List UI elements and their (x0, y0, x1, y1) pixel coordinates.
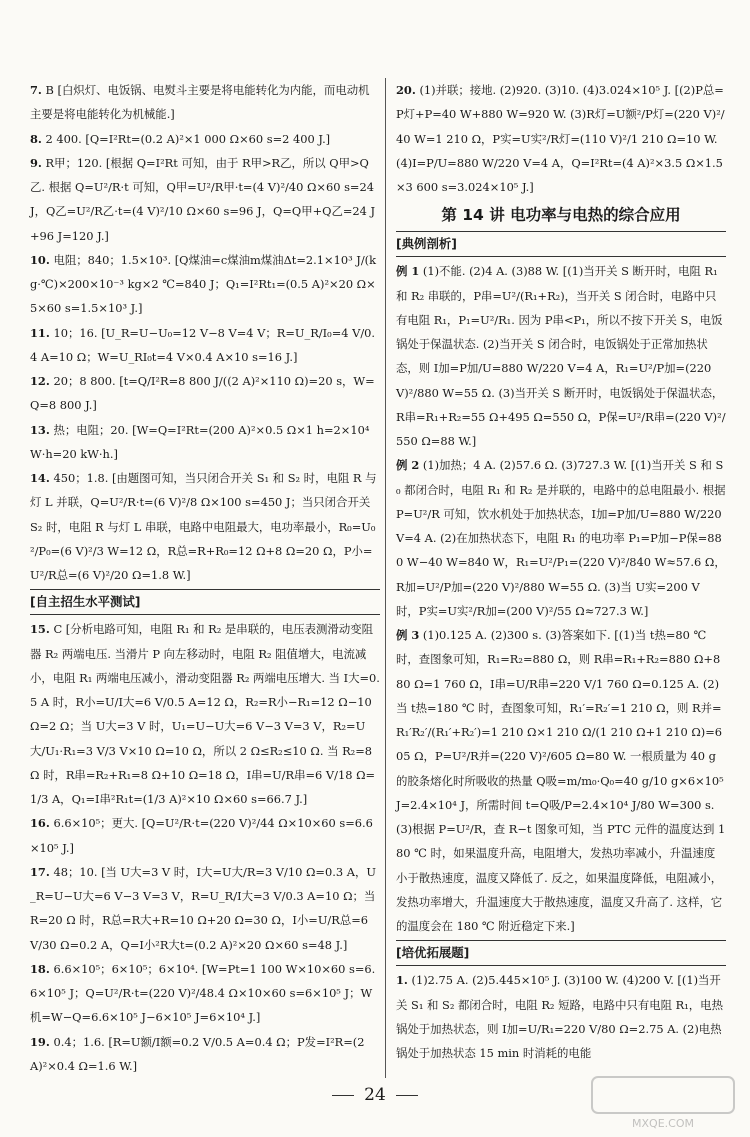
column-divider (385, 78, 386, 1078)
answer-item (30, 811, 380, 860)
answer-item (396, 623, 726, 938)
answer-item (30, 617, 380, 811)
item-number: 13. (30, 422, 50, 437)
item-number: 7. (30, 83, 42, 97)
item-number: 18. (30, 961, 50, 976)
item-text: (1)2.75 A. (2)5.445×10⁵ J. (3)100 W. (4)200 V. [(1)当开关 S₁ 和 S₂ 都闭合时，电阻 R₂ 短路，电路中只有电阻 R₁，电热锅处于加热状态，则 I加=U/R₁=220 V/80 Ω=2.75 A. (2)电热锅处于加热状态 15 min 时消耗的电能 (396, 973, 723, 1060)
item-text: B [白炽灯、电饭锅、电熨斗主要是将电能转化为内能，而电动机主要是将电能转化为机械能.] (30, 83, 370, 122)
item-text: 0.4；1.6. [R=U额/I额=0.2 V/0.5 A=0.4 Ω；P发=I²R=(2 A)²×0.4 Ω=1.6 W.] (30, 1034, 365, 1073)
answer-item (30, 369, 380, 418)
item-number: 14. (30, 471, 50, 485)
item-text: 6.6×10⁵；6×10⁵；6×10⁴. [W=Pt=1 100 W×10×60 s=6.6×10⁵ J；Q=U²/R·t=(220 V)²/48.4 Ω×10×60 s=6×10⁵ J；W机=W−Q=6.6×10⁵ J−6×10⁵ J=6×10⁴ J.] (30, 961, 376, 1025)
item-text: (1)0.125 A. (2)300 s. (3)答案如下. [(1)当 t热=80 ℃ 时，查图象可知，R₁=R₂=880 Ω，则 R串=R₁+R₂=880 Ω+880 Ω=1 760 Ω，I串=U/R串=220 V/1 760 Ω=0.125 A. (2)当 t热=180 ℃ 时，查图象可知，R₁′=R₂′=1 210 Ω，则 R并=R₁′R₂′/(R₁′+R₂′)=1 210 Ω×1 210 Ω/(1 210 Ω+1 210 Ω)=605 Ω，P=U²/R并=(220 V)²/605 Ω=80 W. 一根质量为 40 g 的胶条熔化时所吸收的热量 Q吸=m/m₀·Q₀=40 g/10 g×6×10⁵ J=2.4×10⁴ J，所需时间 t=Q吸/P=2.4×10⁴ J/80 W=300 s. (3)根据 P=U²/R，查 R−t 图象可知，当 PTC 元件的温度达到 180 ℃ 时，如果温度升高，电阻增大，发热功率减小，升温速度小于散热速度，温度又降低了. 反之，如果温度降低，电阻减小，发热功率增大，升温速度大于散热速度，温度又升高了. 这样，它的温度会在 180 ℃ 附近稳定下来.] (396, 628, 726, 933)
item-number: 例 3 (396, 628, 420, 642)
item-number: 例 1 (396, 264, 420, 279)
item-text: (1)不能. (2)4 A. (3)88 W. [(1)当开关 S 断开时，电阻 R₁ 和 R₂ 串联的，P串=U²/(R₁+R₂)，当开关 S 闭合时，电路中只有电阻 R₁，P₁=U²/R₁. 因为 P串<P₁，所以不按下开关 S，电饭锅处于保温状态. (2)当开关 S 闭合时，电饭锅处于正常加热状态，则 I加=P加/U=880 W/220 V=4 A，R₁=U²/P加=(220 V)²/880 W=55 Ω. (3)当开关 S 断开时，电饭锅处于保温状态，R串=R₁+R₂=55 Ω+495 Ω=550 Ω，P保=U²/R串=(220 V)²/550 Ω=88 W.] (396, 264, 726, 448)
item-text: (1)并联；接地. (2)920. (3)10. (4)3.024×10⁵ J. [(2)P总=P灯+P=40 W+880 W=920 W. (3)R灯=U额²/P灯=(220 V)²/40 W=1 210 Ω，P实=U实²/R灯=(110 V)²/1 210 Ω=10 W. (4)I=P/U=880 W/220 V=4 A，Q=I²Rt=(4 A)²×3.5 Ω×1.5×3 600 s=3.024×10⁵ J.] (396, 83, 725, 194)
item-number: 15. (30, 622, 50, 637)
right-column (396, 78, 726, 1065)
item-text: 20；8 800. [t=Q/I²R=8 800 J/((2 A)²×110 Ω)=20 s，W=Q=8 800 J.] (30, 374, 375, 413)
item-text: 电阻；840；1.5×10³. [Q煤油=c煤油m煤油Δt=2.1×10³ J/(kg·℃)×200×10⁻³ kg×2 ℃=840 J；Q₁=I²Rt₁=(0.5 A)²×20 Ω×5×60 s=1.5×10³ J.] (30, 252, 377, 316)
watermark-text: MXQE.COM (632, 1117, 694, 1130)
item-number: 1. (396, 973, 408, 988)
item-text: 450；1.8. [由题图可知，当只闭合开关 S₁ 和 S₂ 时，电阻 R 与灯 L 并联，Q=U²/R·t=(6 V)²/8 Ω×100 s=450 J；当只闭合开关 S₂ 时，电阻 R 与灯 L 串联，电路中电阻最大，电功率最小，R₀=U₀²/P₀=(6 V)²/3 W=12 Ω，R总=R+R₀=12 Ω+8 Ω=20 Ω，P小=U²/R总=(6 V)²/20 Ω=1.8 W.] (30, 471, 377, 582)
answer-item (30, 248, 380, 321)
answer-item (30, 78, 380, 127)
item-text: C [分析电路可知，电阻 R₁ 和 R₂ 是串联的，电压表测滑动变阻器 R₂ 两端电压. 当滑片 P 向左移动时，电阻 R₂ 阻值增大，电流减小，电阻 R₁ 两端电压减小，滑动变阻器 R₂ 两端电压增大. 当 I大=0.5 A 时，R小=U/I大=6 V/0.5 A=12 Ω，R₂=R小−R₁=12 Ω−10 Ω=2 Ω；当 U大=3 V 时，U₁=U−U大=6 V−3 V=3 V，R₂=U大/U₁·R₁=3 V/3 V×10 Ω=10 Ω，所以 2 Ω≤R₂≤10 Ω. 当 R₂=8 Ω 时，R串=R₂+R₁=8 Ω+10 Ω=18 Ω，I串=U/R串=6 V/18 Ω=1/3 A，Q₁=I串²R₁t=(1/3 A)²×10 Ω×60 s=66.7 J.] (30, 622, 380, 806)
item-text: (1)加热；4 A. (2)57.6 Ω. (3)727.3 W. [(1)当开关 S 和 S₀ 都闭合时，电阻 R₁ 和 R₂ 是并联的，电路中的总电阻最小. 根据 P=U²/R 可知，饮水机处于加热状态，I加=P加/U=880 W/220 V=4 A. (2)在加热状态下，电阻 R₁ 的电功率 P₁=P加−P保=880 W−40 W=840 W，R₁=U²/P₁=(220 V)²/840 W≈57.6 Ω，R加=U²/P加=(220 V)²/880 W=55 Ω. (3)当 U实=200 V 时，P实=U实²/R加=(200 V)²/55 Ω≈727.3 W.] (396, 458, 726, 618)
item-text: 热；电阻；20. [W=Q=I²Rt=(200 A)²×0.5 Ω×1 h=2×10⁴ W·h=20 kW·h.] (30, 422, 370, 461)
watermark-logo (590, 1075, 736, 1131)
item-number: 例 2 (396, 458, 420, 473)
answer-item (396, 78, 726, 199)
item-number: 8. (30, 131, 42, 146)
item-number: 12. (30, 374, 50, 388)
answer-item (30, 321, 380, 370)
item-text: R甲；120. [根据 Q=I²Rt 可知，由于 R甲>R乙，所以 Q甲>Q乙. 根据 Q=U²/R·t 可知，Q甲=U²/R甲·t=(4 V)²/40 Ω×60 s=24 J，Q乙=U²/R乙·t=(4 V)²/10 Ω×60 s=96 J，Q=Q甲+Q乙=24 J+96 J=120 J.] (30, 155, 376, 243)
item-number: 9. (30, 155, 42, 170)
item-text: 10；16. [U_R=U−U₀=12 V−8 V=4 V；R=U_R/I₀=4 V/0.4 A=10 Ω；W=U_RI₀t=4 V×0.4 A×10 s=16 J.] (30, 325, 376, 364)
item-number: 16. (30, 816, 50, 831)
answer-item (396, 968, 726, 1065)
item-number: 10. (30, 252, 50, 267)
answer-item (30, 1030, 380, 1079)
item-number: 17. (30, 864, 50, 879)
item-text: 48；10. [当 U大=3 V 时，I大=U大/R=3 V/10 Ω=0.3 A，U_R=U−U大=6 V−3 V=3 V，R=U_R/I大=3 V/0.3 A=10 Ω；当 R=20 Ω 时，R总=R大+R=10 Ω+20 Ω=30 Ω，I小=U/R总=6 V/30 Ω=0.2 A，Q=I小²R大t=(0.2 A)²×20 Ω×60 s=48 J.] (30, 864, 376, 952)
answer-item (30, 151, 380, 248)
item-text: 2 400. [Q=I²Rt=(0.2 A)²×1 000 Ω×60 s=2 400 J.] (45, 131, 331, 146)
left-column (30, 78, 380, 1078)
item-text: 6.6×10⁵；更大. [Q=U²/R·t=(220 V)²/44 Ω×10×60 s=6.6×10⁵ J.] (30, 816, 373, 855)
answer-item (30, 418, 380, 467)
answer-item (396, 259, 726, 453)
item-number: 20. (396, 83, 416, 97)
item-number: 11. (30, 325, 50, 340)
item-number: 19. (30, 1034, 50, 1049)
answer-item (30, 860, 380, 957)
page-number: 24 (0, 1085, 750, 1105)
answer-item (30, 127, 380, 151)
answer-item (30, 466, 380, 587)
section-examples: [典例剖析] (396, 231, 726, 257)
lesson-heading: 第 14 讲 电功率与电热的综合应用 (441, 206, 681, 225)
section-label: [自主招生水平测试] (30, 589, 380, 615)
answer-item (30, 957, 380, 1030)
section-extend: [培优拓展题] (396, 940, 726, 966)
answer-item (396, 453, 726, 623)
